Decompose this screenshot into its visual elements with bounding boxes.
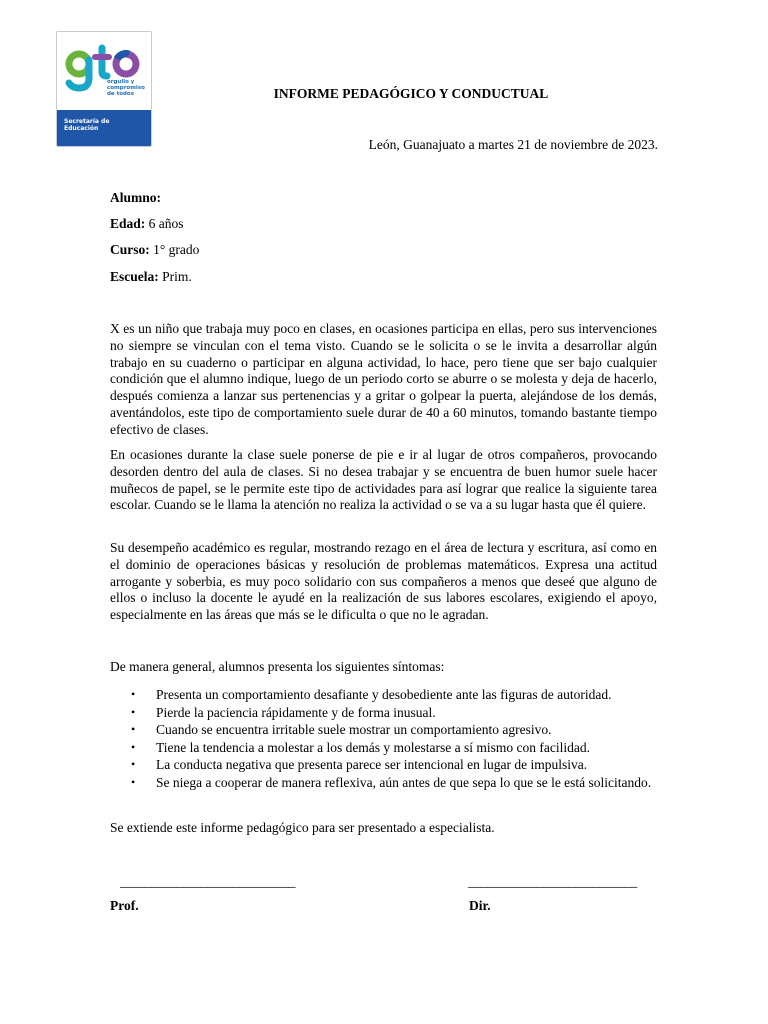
list-item: • Tiene la tendencia a molestar a los demás y molestarse a sí mismo con facilidad. [131, 739, 591, 755]
list-item: • Presenta un comportamiento desafiante y desobediente ante las figuras de autoridad. [131, 687, 612, 702]
field-label: Alumno: [110, 190, 162, 205]
signature-line-dir: ___________________________ [468, 874, 637, 889]
list-item: • Cuando se encuentra irritable suele mostrar un comportamiento agresivo. [131, 722, 552, 737]
field-curso [110, 242, 199, 258]
field-value: Prim. [158, 269, 192, 284]
field-escuela [110, 269, 192, 285]
field-value: 1° grado [149, 242, 200, 257]
logo-tagline: orgullo y compromiso de todos [107, 79, 145, 97]
list-item: • Se niega a cooperar de manera reflexiva, aún antes de que sepa lo que se le está solicitando. [131, 774, 652, 790]
field-label: Escuela: [110, 269, 159, 284]
signature-line-prof: ____________________________ [120, 874, 295, 889]
list-item: • Pierde la paciencia rápidamente y de forma inusual. [131, 704, 436, 720]
symptoms-intro: De manera general, alumnos presenta los siguientes síntomas: [110, 659, 445, 674]
bullet-icon: • [131, 704, 136, 719]
field-alumno [110, 190, 161, 206]
symptoms-list [110, 686, 657, 791]
document-title: INFORME PEDAGÓGICO Y CONDUCTUAL [273, 86, 549, 101]
bullet-icon: • [131, 687, 136, 701]
signature-label-prof: Prof. [110, 898, 139, 913]
closing-statement: Se extiende este informe pedagógico para ser presentado a especialista. [110, 820, 495, 835]
bullet-icon: • [131, 722, 136, 736]
signature-label-dir: Dir. [469, 898, 491, 913]
field-label: Edad: [110, 216, 146, 231]
field-label: Curso: [110, 242, 150, 257]
bullet-icon: • [131, 739, 136, 754]
paragraph-3: Su desempeño académico es regular, mostrando rezago en el área de lectura y escritura, así como en el dominio de operaciones básicas y resolución de problemas matemáticos. Expresa una actitud arrogante y soberbia, es muy poco solidario con sus compañeros a menos que deseé que alguno de ellos o incluso la docente le ayudé en la realización de sus labores escolares, exigiendo el apoyo, especialmente en las áreas que más se le dificulta o que no le agradan. [110, 540, 657, 623]
logo-department: Secretaría de Educación [64, 118, 110, 132]
list-item: • La conducta negativa que presenta parece ser intencional en lugar de impulsiva. [131, 757, 588, 772]
field-value: 6 años [145, 216, 184, 231]
field-edad [110, 216, 184, 232]
bullet-icon: • [131, 774, 136, 789]
logo-t-shape [102, 48, 107, 76]
paragraph-2: En ocasiones durante la clase suele ponerse de pie e ir al lugar de otros compañeros, provocando desorden dentro del aula de clases. Si no desea trabajar y se encuentra de buen humor suele hacer muñecos de papel, se le permite este tipo de actividades para así lograr que realice la siguiente tarea escolar. Cuando se le llama la atención no realiza la actividad o se va a su lugar hasta que él quiere. [110, 447, 657, 513]
paragraph-1: X es un niño que trabaja muy poco en clases, en ocasiones participa en ellas, pero sus intervenciones no siempre se vinculan con el tema visto. Cuando se le solicita o se le invita a desarrollar algún trabajo en su cuaderno o participar en alguna actividad, lo hace, pero tiene que ser bajo cualquier condición que el alumno indique, luego de un periodo corto se aburre o se molesta y deja de hacerlo, después comienza a lanzar sus pertenencias y a gritar o golpear la puerta, alejándose de los demás, aventándolos, este tipo de comportamiento suele durar de 40 a 60 minutos, tomando bastante tiempo efectivo de clases. [110, 321, 657, 437]
date-line: León, Guanajuato a martes 21 de noviembre de 2023. [368, 137, 658, 152]
bullet-icon: • [131, 757, 136, 771]
